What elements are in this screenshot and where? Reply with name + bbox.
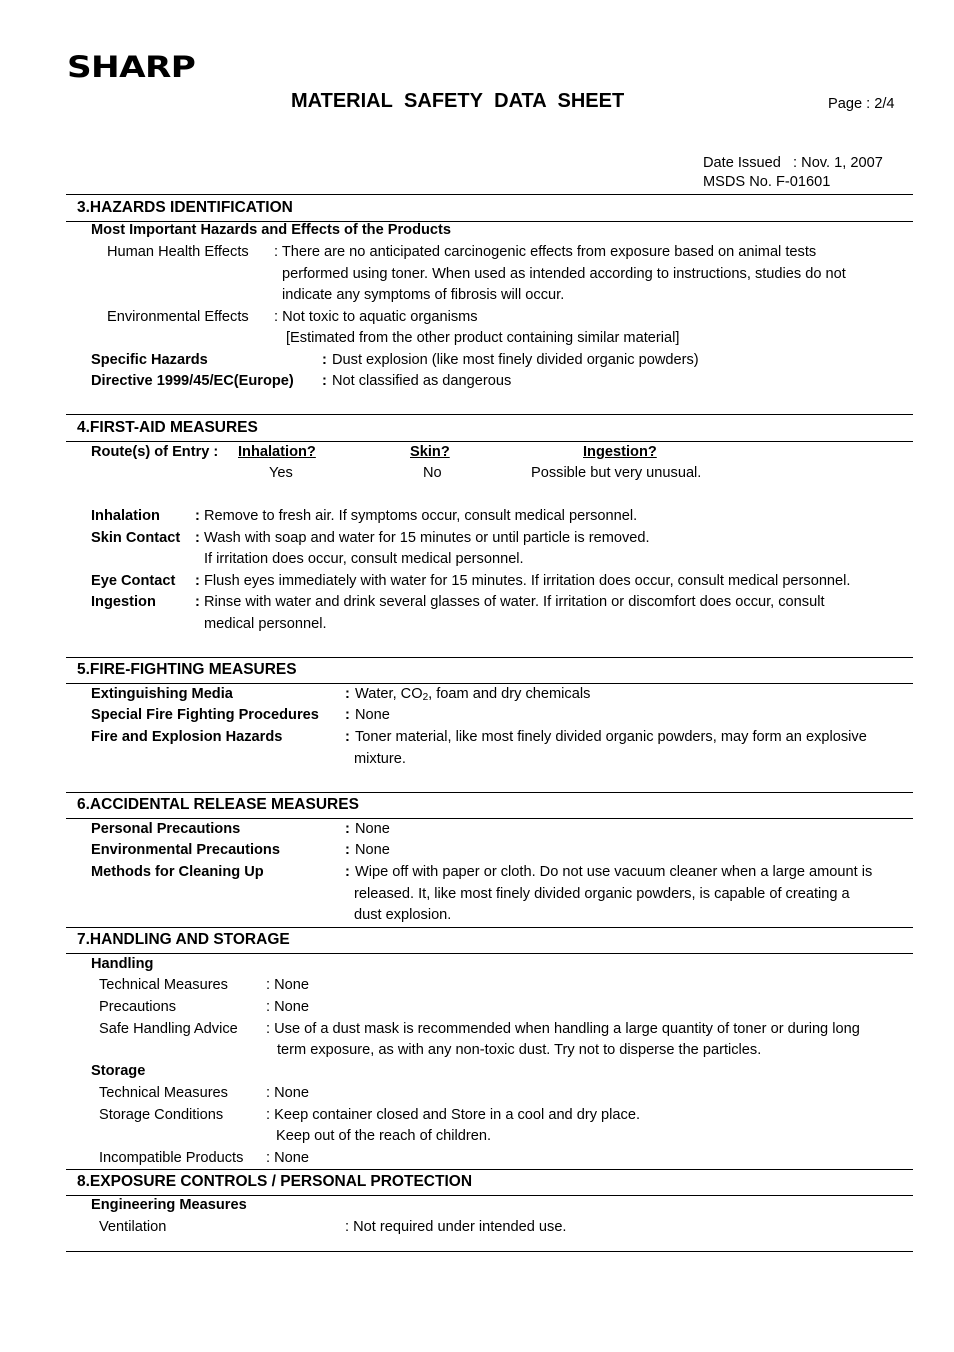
storage-technical-label: Technical Measures	[99, 1085, 228, 1101]
specific-hazards-colon: :	[322, 352, 327, 368]
specific-hazards-label: Specific Hazards	[91, 352, 208, 368]
divider	[66, 818, 913, 819]
environmental-precautions-value: None	[355, 842, 390, 858]
column-skin: Skin?	[410, 444, 450, 460]
environmental-effects-label: Environmental Effects	[107, 309, 249, 325]
ingestion-label: Ingestion	[91, 594, 156, 610]
specific-hazards-value: Dust explosion (like most finely divided organic powders)	[332, 352, 699, 368]
divider	[66, 657, 913, 658]
handling-subheading: Handling	[91, 956, 154, 972]
special-procedures-value: None	[355, 707, 390, 723]
inhalation-colon: :	[195, 508, 200, 524]
divider	[66, 683, 913, 684]
personal-precautions-label: Personal Precautions	[91, 821, 241, 837]
section-5-heading: 5.FIRE-FIGHTING MEASURES	[77, 661, 297, 678]
safe-handling-text-1: : Use of a dust mask is recommended when handling a large quantity of toner or during long	[266, 1021, 860, 1037]
fire-explosion-text-2: mixture.	[354, 751, 406, 767]
personal-precautions-colon: :	[345, 821, 350, 837]
incompatible-products-label: Incompatible Products	[99, 1150, 244, 1166]
skin-contact-label: Skin Contact	[91, 530, 181, 546]
eye-contact-colon: :	[195, 573, 200, 589]
section-7-heading: 7.HANDLING AND STORAGE	[77, 931, 290, 948]
cleaning-methods-label: Methods for Cleaning Up	[91, 864, 264, 880]
special-procedures-colon: :	[345, 707, 350, 723]
safe-handling-label: Safe Handling Advice	[99, 1021, 238, 1037]
divider	[66, 194, 913, 195]
fire-explosion-colon: :	[345, 729, 350, 745]
engineering-measures-subheading: Engineering Measures	[91, 1197, 247, 1213]
document-title: MATERIAL SAFETY DATA SHEET	[291, 90, 625, 112]
divider	[66, 927, 913, 928]
special-procedures-label: Special Fire Fighting Procedures	[91, 707, 319, 723]
environmental-precautions-label: Environmental Precautions	[91, 842, 280, 858]
precautions-label: Precautions	[99, 999, 177, 1015]
incompatible-products-value: : None	[266, 1150, 309, 1166]
divider	[66, 1251, 913, 1252]
eye-contact-label: Eye Contact	[91, 573, 176, 589]
storage-conditions-text-2: Keep out of the reach of children.	[276, 1128, 491, 1144]
environmental-effects-text-1: : Not toxic to aquatic organisms	[274, 309, 478, 325]
skin-contact-colon: :	[195, 530, 200, 546]
section-4-heading: 4.FIRST-AID MEASURES	[77, 419, 258, 436]
precautions-value: : None	[266, 999, 309, 1015]
ingestion-colon: :	[195, 594, 200, 610]
cleaning-methods-text-1: Wipe off with paper or cloth. Do not use vacuum cleaner when a large amount is	[355, 864, 873, 880]
inhalation-value: Remove to fresh air. If symptoms occur, consult medical personnel.	[204, 508, 638, 524]
environmental-effects-text-2: [Estimated from the other product containing similar material]	[286, 330, 680, 346]
storage-subheading: Storage	[91, 1063, 146, 1079]
personal-precautions-value: None	[355, 821, 390, 837]
ingestion-text-2: medical personnel.	[204, 616, 327, 632]
cleaning-methods-text-3: dust explosion.	[354, 907, 452, 923]
section-3-heading: 3.HAZARDS IDENTIFICATION	[77, 199, 293, 216]
cleaning-methods-text-2: released. It, like most finely divided organic powders, is capable of creating a	[354, 886, 850, 902]
directive-value: Not classified as dangerous	[332, 373, 512, 389]
ventilation-value: : Not required under intended use.	[345, 1219, 567, 1235]
handling-technical-label: Technical Measures	[99, 977, 228, 993]
media-text-pre: Water, CO	[355, 686, 423, 702]
human-health-text-3: indicate any symptoms of fibrosis will occur.	[282, 287, 565, 303]
extinguishing-media-colon: :	[345, 686, 350, 702]
column-ingestion: Ingestion?	[583, 444, 657, 460]
skin-contact-text-2: If irritation does occur, consult medical personnel.	[204, 551, 524, 567]
human-health-text-2: performed using toner. When used as intended according to instructions, studies do not	[282, 266, 846, 282]
divider	[66, 414, 913, 415]
directive-colon: :	[322, 373, 327, 389]
environmental-precautions-colon: :	[345, 842, 350, 858]
safe-handling-text-2: term exposure, as with any non-toxic dust. Try not to disperse the particles.	[277, 1042, 762, 1058]
divider	[66, 1195, 913, 1196]
skin-contact-text-1: Wash with soap and water for 15 minutes or until particle is removed.	[204, 530, 650, 546]
value-ingestion: Possible but very unusual.	[531, 465, 702, 481]
directive-label: Directive 1999/45/EC(Europe)	[91, 373, 294, 389]
fire-explosion-text-1: Toner material, like most finely divided organic powders, may form an explosive	[355, 729, 867, 745]
date-issued: Date Issued : Nov. 1, 2007	[703, 155, 883, 171]
page-number: Page : 2/4	[828, 96, 895, 112]
extinguishing-media-label: Extinguishing Media	[91, 686, 233, 702]
media-text-post: , foam and dry chemicals	[428, 686, 591, 702]
route-of-entry-label: Route(s) of Entry :	[91, 444, 219, 460]
storage-conditions-label: Storage Conditions	[99, 1107, 224, 1123]
msds-number: MSDS No. F-01601	[703, 174, 831, 190]
inhalation-label: Inhalation	[91, 508, 160, 524]
divider	[66, 953, 913, 954]
ventilation-label: Ventilation	[99, 1219, 167, 1235]
divider	[66, 1169, 913, 1170]
section-8-heading: 8.EXPOSURE CONTROLS / PERSONAL PROTECTION	[77, 1173, 473, 1190]
section-3-subheading: Most Important Hazards and Effects of the Products	[91, 222, 452, 238]
eye-contact-value: Flush eyes immediately with water for 15 minutes. If irritation does occur, consult medical personnel.	[204, 573, 851, 589]
column-inhalation: Inhalation?	[238, 444, 316, 460]
storage-technical-value: : None	[266, 1085, 309, 1101]
sharp-logo: SHARP	[67, 50, 196, 84]
human-health-label: Human Health Effects	[107, 244, 249, 260]
section-6-heading: 6.ACCIDENTAL RELEASE MEASURES	[77, 796, 359, 813]
divider	[66, 441, 913, 442]
fire-explosion-label: Fire and Explosion Hazards	[91, 729, 283, 745]
media-subscript: 2	[422, 692, 429, 703]
value-skin: No	[423, 465, 442, 481]
human-health-text-1: : There are no anticipated carcinogenic effects from exposure based on animal tests	[274, 244, 817, 260]
divider	[66, 792, 913, 793]
ingestion-text-1: Rinse with water and drink several glasses of water. If irritation or discomfort does occur, consult	[204, 594, 825, 610]
handling-technical-value: : None	[266, 977, 309, 993]
storage-conditions-text-1: : Keep container closed and Store in a cool and dry place.	[266, 1107, 641, 1123]
value-inhalation: Yes	[269, 465, 293, 481]
extinguishing-media-value	[355, 686, 590, 703]
cleaning-methods-colon: :	[345, 864, 350, 880]
